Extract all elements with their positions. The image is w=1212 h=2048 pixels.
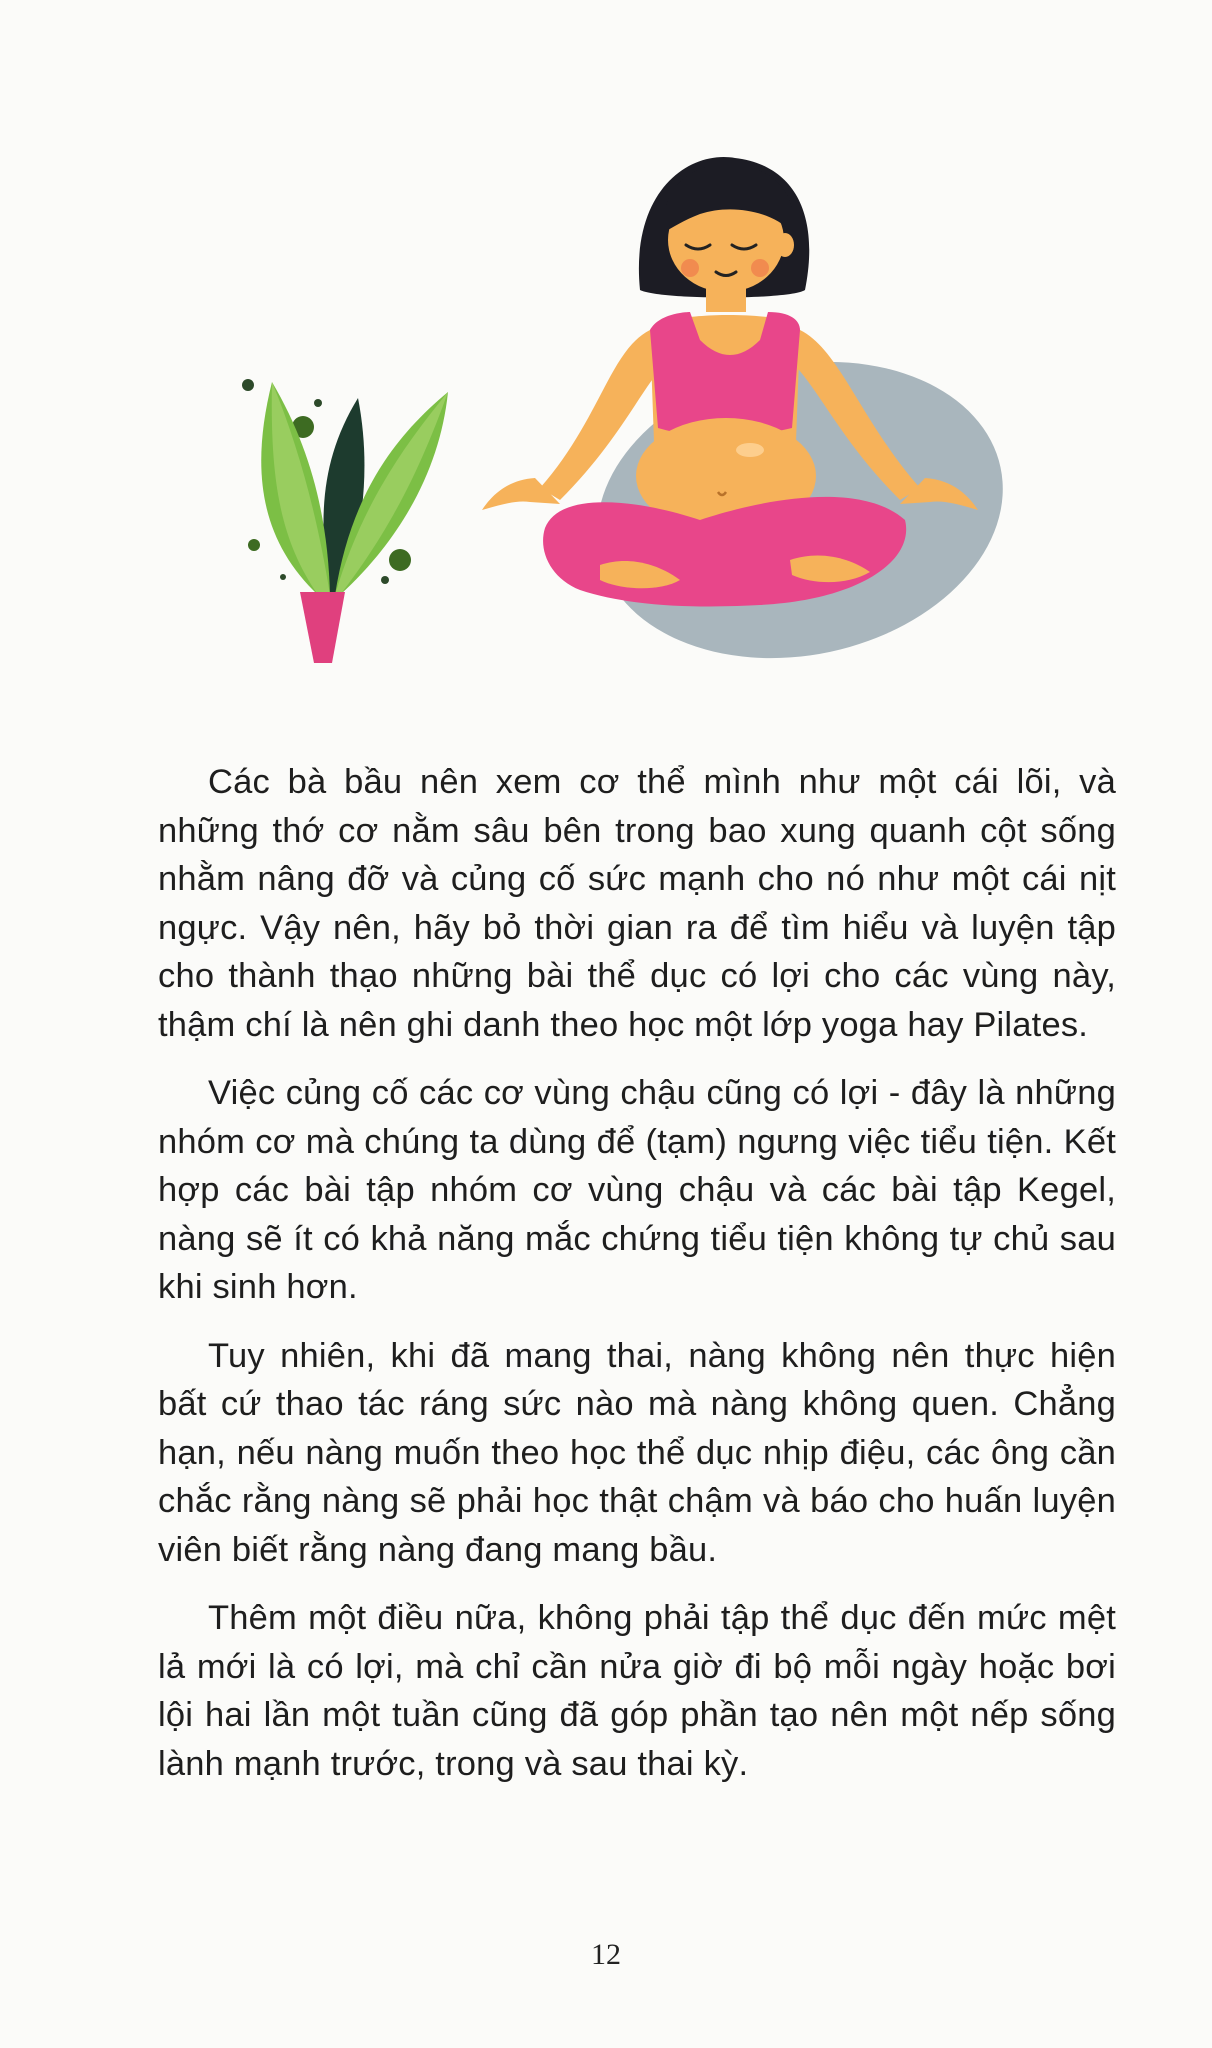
page-number: 12 — [591, 1938, 621, 1971]
yoga-illustration — [0, 0, 1212, 720]
paragraph-3: Tuy nhiên, khi đã mang thai, nàng không nên thực hiện bất cứ thao tác ráng sức nào mà nàng không quen. Chẳng hạn, nếu nàng muốn theo học thể dục nhịp điệu, các ông cần chắc rằng nàng sẽ phải học thật chậm và báo cho huấn luyện viên biết rằng nàng đang mang bầu. — [158, 1336, 1116, 1569]
paragraph-2: Việc củng cố các cơ vùng chậu cũng có lợi - đây là những nhóm cơ mà chúng ta dùng để (tạm) ngưng việc tiểu tiện. Kết hợp các bài tập nhóm cơ vùng chậu và các bài tập Kegel, nàng sẽ ít có khả năng mắc chứng tiểu tiện không tự chủ sau khi sinh hơn. — [158, 1074, 1116, 1306]
paragraph-1: Các bà bầu nên xem cơ thể mình như một cái lõi, và những thớ cơ nằm sâu bên trong bao xung quanh cột sống nhằm nâng đỡ và củng cố sức mạnh cho nó như một cái nịt ngực. Vậy nên, hãy bỏ thời gian ra để tìm hiểu và luyện tập cho thành thạo những bài thể dục có lợi cho các vùng này, thậm chí là nên ghi danh theo học một lớp yoga hay Pilates. — [158, 763, 1116, 1044]
paragraph-4: Thêm một điều nữa, không phải tập thể dục đến mức mệt lả mới là có lợi, mà chỉ cần nửa giờ đi bộ mỗi ngày hoặc bơi lội hai lần một tuần cũng đã góp phần tạo nên một nếp sống lành mạnh trước, trong và sau thai kỳ. — [158, 1599, 1116, 1783]
plant-icon — [242, 379, 448, 663]
body-text — [158, 758, 1116, 1808]
